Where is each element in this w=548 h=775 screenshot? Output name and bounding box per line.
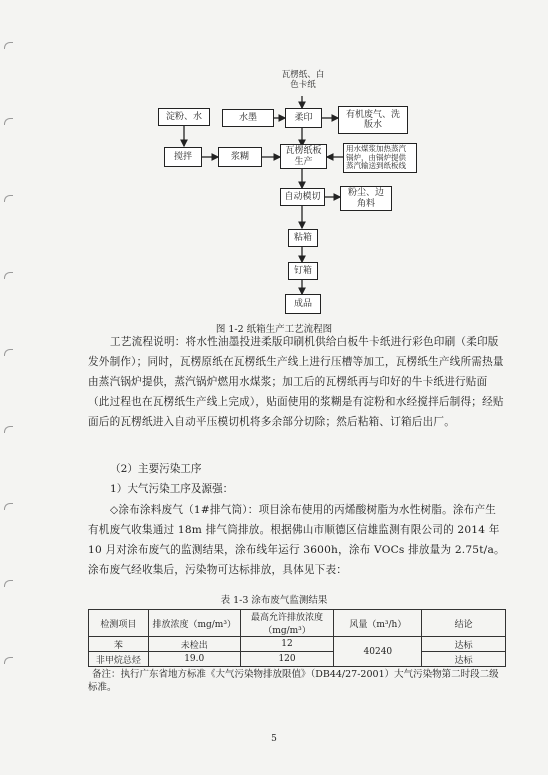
table-row xyxy=(89,637,506,652)
flow-box-stir: 搅拌 xyxy=(164,147,202,167)
cell-concentration: 19.0 xyxy=(148,652,240,667)
header-item: 检测项目 xyxy=(89,610,149,637)
table-note: 备注：执行广东省地方标准《大气污染物排放限值》（DB44/27-2001）大气污染物第二时段二级标准。 xyxy=(88,669,499,693)
figure-caption: 图 1-2 纸箱生产工艺流程图 xyxy=(215,324,333,335)
process-description: 工艺流程说明：将水性油墨投进柔版印刷机供给白板牛卡纸进行彩色印刷（柔印版发外制作）；同时，瓦楞原纸在瓦楞纸生产线上进行压槽等加工，瓦楞纸生产线所需热量由蒸汽锅炉提供，蒸汽锅炉燃用水煤浆；加工后的瓦楞纸再与印好的牛卡纸进行贴面（此过程也在瓦楞纸生产线上完成），贴面使用的浆糊是有淀粉和水经搅拌后制得；经贴面后的瓦楞纸进入自动平压模切机将多余部分切除；然后粘箱、订箱后出厂。 xyxy=(88,336,504,428)
subsection-heading: 1）大气污染工序及源强： xyxy=(110,483,234,495)
flow-box-print: 柔印 xyxy=(285,108,322,128)
binding-hole xyxy=(4,580,13,587)
binding-hole xyxy=(4,657,13,664)
flow-box-corrugate: 瓦楞纸板 生产 xyxy=(280,144,327,169)
flow-box-glue: 粘箱 xyxy=(288,229,318,247)
cell-concentration: 未检出 xyxy=(148,637,240,652)
binding-hole xyxy=(4,349,13,356)
binding-hole xyxy=(4,426,13,433)
cell-item: 非甲烷总烃 xyxy=(89,652,149,667)
page-number: 5 xyxy=(271,734,277,744)
cell-result: 达标 xyxy=(422,652,506,667)
header-airflow: 风量（m³/h） xyxy=(334,610,422,637)
flow-box-product: 成品 xyxy=(285,294,321,314)
flow-box-diecut: 自动模切 xyxy=(280,188,325,206)
flow-box-ink: 水墨 xyxy=(222,109,274,127)
header-result: 结论 xyxy=(422,610,506,637)
flow-input-paper: 瓦楞纸、白 色卡纸 xyxy=(281,70,325,91)
coating-description: ◇涂布涂料废气（1#排气筒）：项目涂布使用的丙烯酸树脂为水性树脂。涂布产生有机废气收集通过 18m 排气筒排放。根据佛山市顺德区信雄监测有限公司的 2014 年 10 月对涂布废气的监测结果，涂布线年运行 3600h，涂布 VOCs 排放量为 2.75t/a。涂布废气经收集后，污染物可达标排放，具体见下表： xyxy=(88,504,505,576)
binding-hole xyxy=(4,503,13,510)
flow-box-cut-waste: 粉尘、边 角料 xyxy=(340,186,392,211)
flow-box-steam-note: 用水煤浆加热蒸汽 锅炉，由锅炉提供 蒸汽输送到纸板线 xyxy=(343,143,417,173)
cell-limit: 120 xyxy=(240,652,334,667)
cell-result: 达标 xyxy=(422,637,506,652)
cell-limit: 12 xyxy=(240,637,334,652)
header-concentration: 排放浓度（mg/m³） xyxy=(148,610,240,637)
flow-box-nail: 钉箱 xyxy=(288,262,318,280)
cell-item: 苯 xyxy=(89,637,149,652)
flow-box-paste: 浆糊 xyxy=(218,147,262,167)
flow-box-print-waste: 有机废气、洗 版水 xyxy=(338,106,408,134)
header-limit: 最高允许排放浓度（mg/m³） xyxy=(240,610,334,637)
flow-arrows xyxy=(0,0,548,320)
table-row xyxy=(89,652,506,667)
section-heading: （2）主要污染工序 xyxy=(110,463,202,475)
cell-airflow: 40240 xyxy=(334,637,422,667)
table-title: 表 1-3 涂布废气监测结果 xyxy=(220,595,328,606)
monitoring-table xyxy=(88,609,506,667)
flow-box-starch: 淀粉、水 xyxy=(158,108,210,126)
